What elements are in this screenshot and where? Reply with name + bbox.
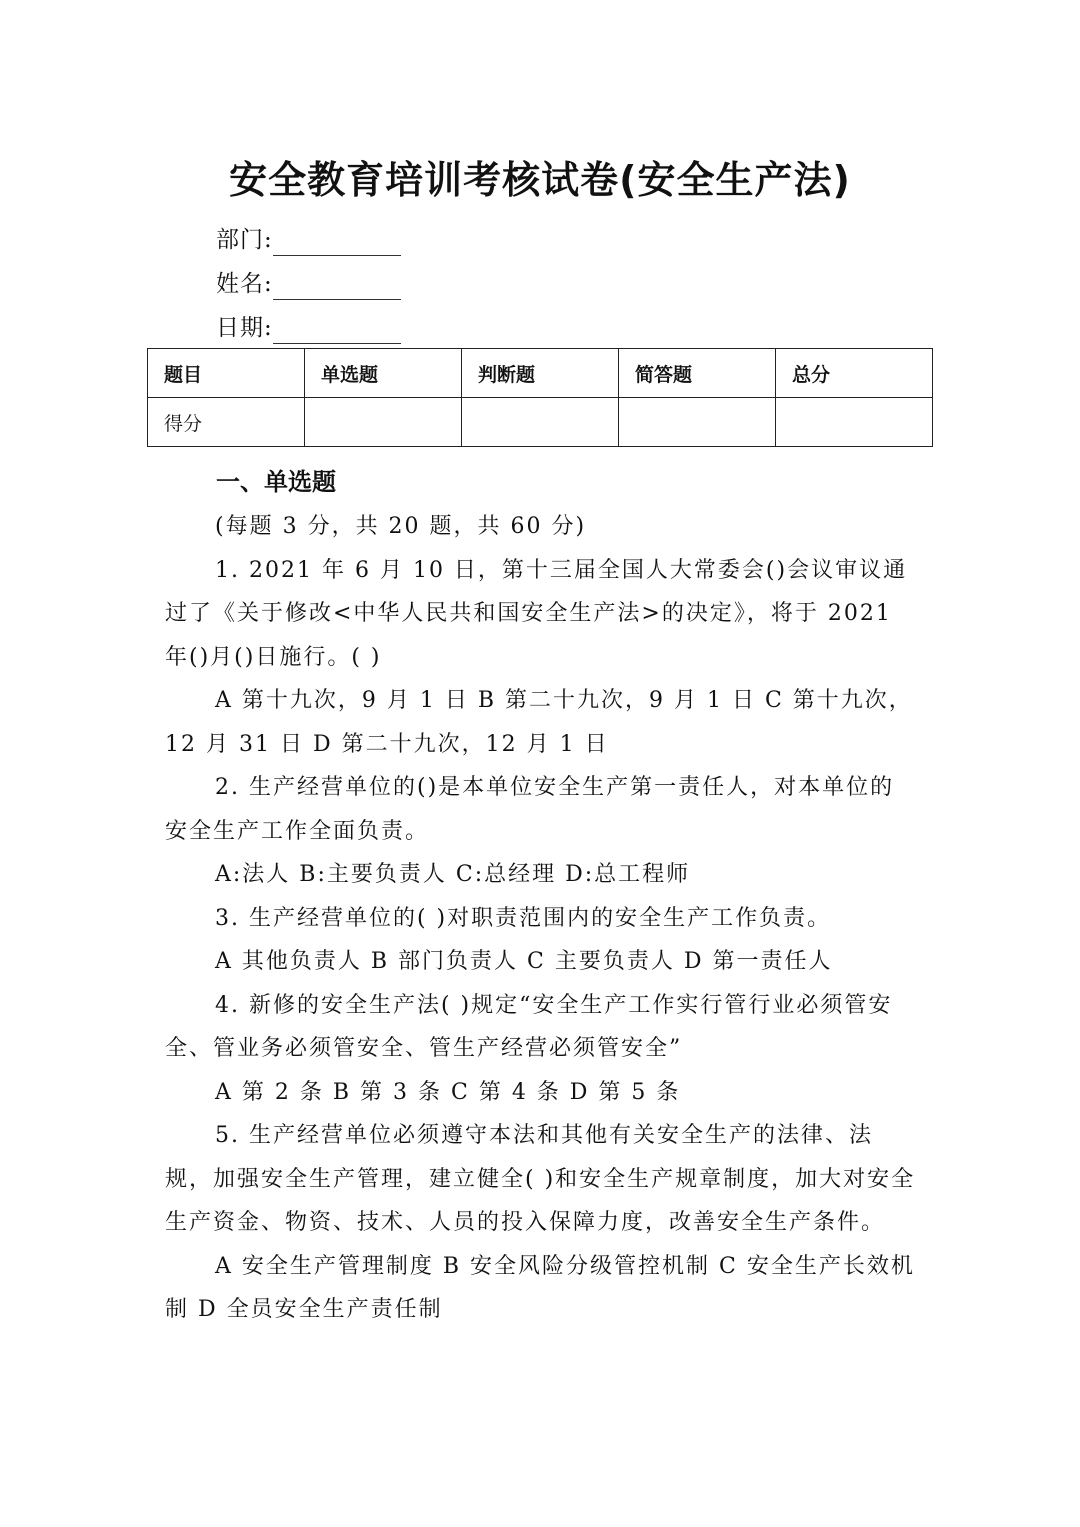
question-5: 5. 生产经营单位必须遵守本法和其他有关安全生产的法律、法规，加强安全生产管理，建立健全( )和安全生产规章制度，加大对安全生产资金、物资、技术、人员的投入保障力度，改善安全生产条件。 xyxy=(165,1123,916,1235)
section-body xyxy=(165,505,917,1332)
header-cell: 单选题 xyxy=(305,349,462,398)
date-blank xyxy=(273,321,401,344)
question-5-options: A 安全生产管理制度 B 安全风险分级管控机制 C 安全生产长效机制 D 全员安全生产责任制 xyxy=(165,1253,915,1322)
question-1: 1. 2021 年 6 月 10 日，第十三届全国人大常委会()会议审议通过了《关于修改<中华人民共和国安全生产法>的决定》，将于 2021 年()月()日施行。( ) xyxy=(165,557,908,670)
question-1-options: A 第十九次，9 月 1 日 B 第二十九次，9 月 1 日 C 第十九次，12 月 31 日 D 第二十九次，12 月 1 日 xyxy=(165,688,913,757)
department-field xyxy=(216,224,401,256)
score-table xyxy=(147,348,933,447)
header-cell: 题目 xyxy=(148,349,305,398)
header-cell: 简答题 xyxy=(619,349,776,398)
header-cell: 判断题 xyxy=(462,349,619,398)
name-field xyxy=(216,268,401,300)
question-2: 2. 生产经营单位的()是本单位安全生产第一责任人，对本单位的安全生产工作全面负责。 xyxy=(165,775,895,844)
department-label: 部门: xyxy=(216,227,273,253)
date-label: 日期: xyxy=(216,315,273,341)
section-title: 一、单选题 xyxy=(216,468,336,496)
row-label-cell: 得分 xyxy=(148,398,305,447)
question-3: 3. 生产经营单位的( )对职责范围内的安全生产工作负责。 xyxy=(215,905,832,931)
section-note: (每题 3 分，共 20 题，共 60 分) xyxy=(215,514,587,539)
score-cell xyxy=(776,398,933,447)
question-4-options: A 第 2 条 B 第 3 条 C 第 4 条 D 第 5 条 xyxy=(215,1079,681,1105)
score-table-row xyxy=(148,398,933,447)
question-3-options: A 其他负责人 B 部门负责人 C 主要负责人 D 第一责任人 xyxy=(215,949,833,974)
question-2-options: A:法人 B:主要负责人 C:总经理 D:总工程师 xyxy=(215,862,691,887)
page-title: 安全教育培训考核试卷(安全生产法) xyxy=(229,158,851,202)
score-cell xyxy=(462,398,619,447)
score-cell xyxy=(619,398,776,447)
date-field xyxy=(216,312,401,344)
score-table-header-row xyxy=(148,349,933,398)
name-blank xyxy=(273,277,401,300)
department-blank xyxy=(273,233,401,256)
header-cell: 总分 xyxy=(776,349,933,398)
name-label: 姓名: xyxy=(216,271,273,297)
score-cell xyxy=(305,398,462,447)
question-4: 4. 新修的安全生产法( )规定“安全生产工作实行管行业必须管安全、管业务必须管安全、管生产经营必须管安全” xyxy=(165,992,893,1061)
